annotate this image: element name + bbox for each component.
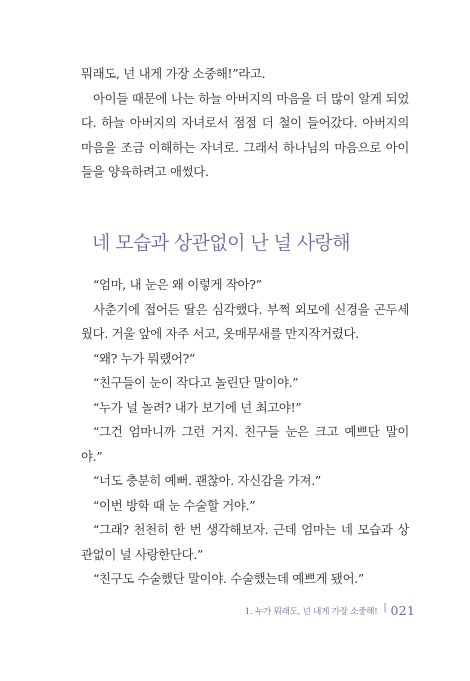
running-chapter-title: 1. 누가 뭐래도, 넌 내게 가장 소중해! [244, 606, 378, 617]
section-title: 네 모습과 상관없이 난 널 사랑해 [92, 232, 351, 254]
page-footer [245, 603, 415, 618]
story-paragraph: “그래? 천천히 한 번 생각해보자. 근데 엄마는 네 모습과 상관없이 널 사랑한단다.” [81, 522, 409, 562]
footer-divider: | [383, 602, 387, 613]
story-paragraph: “이번 방학 때 눈 수술할 거야.” [93, 497, 256, 513]
story-paragraph: “왜? 누가 뭐랬어?” [93, 350, 196, 366]
story-text [81, 273, 409, 592]
story-paragraph: 사춘기에 접어든 딸은 심각했다. 부쩍 외모에 신경을 곤두세웠다. 거울 앞에 자주 서고, 옷매무새를 만지작거렸다. [81, 301, 409, 341]
story-paragraph: “그건 엄마니까 그런 거지. 친구들 눈은 크고 예쁘단 말이야.” [81, 424, 409, 464]
intro-paragraph: 아이들 때문에 나는 하늘 아버지의 마음을 더 많이 알게 되었다. 하늘 아버지의 자녀로서 점점 더 철이 들어갔다. 아버지의 마음을 조금 이해하는 자녀로. 그래서 하나님의 마음으로 아이들을 양육하려고 애썼다. [81, 90, 409, 179]
intro-paragraph: 뭐래도, 넌 내게 가장 소중해!”라고. [81, 66, 266, 81]
page-number: 021 [390, 603, 415, 618]
intro-text [81, 62, 409, 185]
story-paragraph: “너도 충분히 예뻐. 괜찮아. 자신감을 가져.” [93, 473, 321, 488]
story-paragraph: “친구도 수술했단 말이야. 수술했는데 예쁘게 됐어.” [93, 571, 364, 586]
story-paragraph: “엄마, 내 눈은 왜 이렇게 작아?” [93, 277, 262, 292]
story-paragraph: “누가 널 놀려? 내가 보기에 넌 최고야!” [93, 399, 302, 415]
story-paragraph: “친구들이 눈이 작다고 놀린단 말이야.” [93, 375, 299, 390]
